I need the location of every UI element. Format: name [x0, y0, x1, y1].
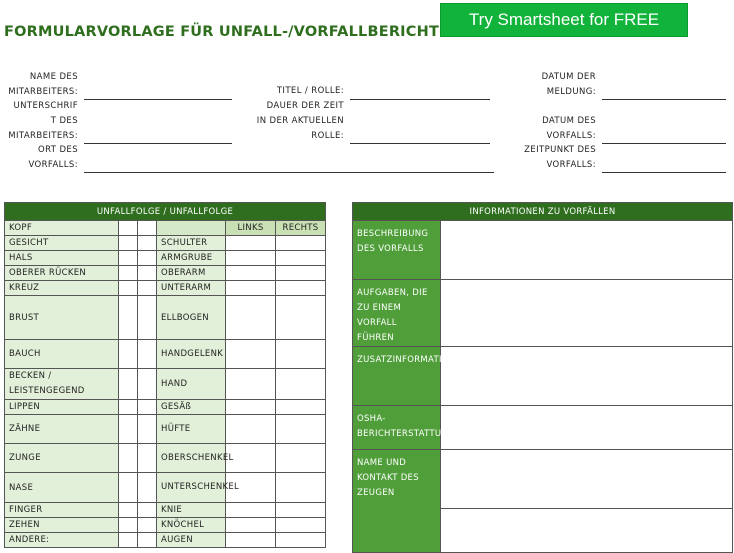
links-cell[interactable]: [226, 518, 276, 533]
rechts-cell[interactable]: [276, 369, 326, 400]
injury-label: HALS: [5, 251, 119, 266]
info-input-osha[interactable]: [441, 406, 733, 450]
col-rechts-header: RECHTS: [276, 221, 326, 236]
title-role-field[interactable]: [350, 99, 490, 100]
injury-check-cell[interactable]: [138, 281, 157, 296]
employee-name-field[interactable]: [84, 99, 232, 100]
injury-label: ELLBOGEN: [157, 296, 226, 340]
rechts-cell[interactable]: [276, 473, 326, 503]
injury-check-cell[interactable]: [119, 236, 138, 251]
links-cell[interactable]: [226, 340, 276, 369]
injury-check-cell[interactable]: [138, 251, 157, 266]
injury-label: ZUNGE: [5, 444, 119, 473]
employee-name-label: NAME DES MITARBEITERS:: [8, 72, 78, 97]
injury-check-cell[interactable]: [138, 518, 157, 533]
injury-label: FINGER: [5, 503, 119, 518]
injury-label: ZÄHNE: [5, 415, 119, 444]
rechts-cell[interactable]: [276, 281, 326, 296]
rechts-cell[interactable]: [276, 518, 326, 533]
injury-label: OBERSCHENKEL: [157, 444, 226, 473]
incident-date-field[interactable]: [602, 143, 726, 144]
incident-info-table: [352, 202, 733, 553]
injury-check-cell[interactable]: [138, 415, 157, 444]
page-title: FORMULARVORLAGE FÜR UNFALL-/VORFALLBERICHT: [4, 24, 440, 40]
rechts-cell[interactable]: [276, 503, 326, 518]
injury-check-cell[interactable]: [119, 296, 138, 340]
injury-check-cell[interactable]: [138, 266, 157, 281]
col-links-header: LINKS: [226, 221, 276, 236]
links-cell[interactable]: [226, 296, 276, 340]
injury-label: HAND: [157, 369, 226, 400]
incident-date-label: DATUM DES VORFALLS:: [542, 116, 596, 141]
injury-check-cell[interactable]: [138, 340, 157, 369]
links-cell[interactable]: [226, 415, 276, 444]
injury-check-cell[interactable]: [119, 266, 138, 281]
injury-label: OBERER RÜCKEN: [5, 266, 119, 281]
injury-check-cell[interactable]: [119, 473, 138, 503]
injury-label: KOPF: [5, 221, 119, 236]
injury-label: UNTERARM: [157, 281, 226, 296]
injury-check-cell[interactable]: [138, 221, 157, 236]
info-input-tasks[interactable]: [441, 280, 733, 347]
injury-check-cell[interactable]: [119, 444, 138, 473]
injury-check-cell[interactable]: [138, 296, 157, 340]
info-label-additional: ZUSATZINFORMATION: [353, 347, 441, 406]
injury-table: [4, 202, 326, 548]
injury-check-cell[interactable]: [138, 369, 157, 400]
rechts-cell[interactable]: [276, 296, 326, 340]
injury-check-cell[interactable]: [119, 369, 138, 400]
injury-label: ARMGRUBE: [157, 251, 226, 266]
injury-label: HÜFTE: [157, 415, 226, 444]
injury-label: NASE: [5, 473, 119, 503]
injury-label: LIPPEN: [5, 400, 119, 415]
links-cell[interactable]: [226, 266, 276, 281]
injury-label: GESÄß: [157, 400, 226, 415]
report-date-field[interactable]: [602, 99, 726, 100]
links-cell[interactable]: [226, 236, 276, 251]
rechts-cell[interactable]: [276, 415, 326, 444]
links-cell[interactable]: [226, 281, 276, 296]
injury-check-cell[interactable]: [138, 473, 157, 503]
injury-label: KNIE: [157, 503, 226, 518]
injury-label: HANDGELENK: [157, 340, 226, 369]
info-input-description[interactable]: [441, 221, 733, 280]
injury-check-cell[interactable]: [119, 533, 138, 548]
injury-check-cell[interactable]: [119, 221, 138, 236]
employee-signature-label: UNTERSCHRIF T DES MITARBEITERS:: [8, 101, 78, 141]
incident-info-header: INFORMATIONEN ZU VORFÄLLEN: [353, 203, 733, 221]
injury-check-cell[interactable]: [138, 444, 157, 473]
injury-check-cell[interactable]: [119, 251, 138, 266]
rechts-cell[interactable]: [276, 340, 326, 369]
injury-label: GESICHT: [5, 236, 119, 251]
incident-time-field[interactable]: [602, 172, 726, 173]
injury-label: BECKEN / LEISTENGEGEND: [5, 369, 119, 400]
injury-check-cell[interactable]: [138, 503, 157, 518]
injury-check-cell[interactable]: [119, 340, 138, 369]
info-label-witness: NAME UND KONTAKT DES ZEUGEN: [353, 450, 441, 553]
injury-check-cell[interactable]: [138, 533, 157, 548]
links-cell[interactable]: [226, 251, 276, 266]
rechts-cell[interactable]: [276, 266, 326, 281]
info-label-description: BESCHREIBUNG DES VORFALLS: [353, 221, 441, 280]
injury-label: KREUZ: [5, 281, 119, 296]
links-cell[interactable]: [226, 400, 276, 415]
rechts-cell[interactable]: [276, 400, 326, 415]
info-input-witness-contact[interactable]: [441, 509, 733, 553]
injury-label: KNÖCHEL: [157, 518, 226, 533]
try-smartsheet-button[interactable]: Try Smartsheet for FREE: [440, 3, 688, 37]
injury-check-cell[interactable]: [138, 400, 157, 415]
incident-location-label: ORT DES VORFALLS:: [28, 145, 78, 170]
info-label-osha: OSHA-BERICHTERSTATTUNG: [353, 406, 441, 450]
rechts-cell[interactable]: [276, 236, 326, 251]
injury-label: ANDERE:: [5, 533, 119, 548]
injury-label: BAUCH: [5, 340, 119, 369]
links-cell[interactable]: [226, 533, 276, 548]
info-input-witness-name[interactable]: [441, 450, 733, 509]
rechts-cell[interactable]: [276, 533, 326, 548]
incident-location-field[interactable]: [84, 172, 494, 173]
injury-label: OBERARM: [157, 266, 226, 281]
employee-signature-field[interactable]: [84, 143, 232, 144]
injury-check-cell[interactable]: [119, 281, 138, 296]
injury-check-cell[interactable]: [119, 518, 138, 533]
injury-check-cell[interactable]: [119, 400, 138, 415]
rechts-cell[interactable]: [276, 444, 326, 473]
info-input-additional[interactable]: [441, 347, 733, 406]
injury-label: BRUST: [5, 296, 119, 340]
rechts-cell[interactable]: [276, 251, 326, 266]
incident-time-label: ZEITPUNKT DES VORFALLS:: [524, 145, 596, 170]
injury-check-cell[interactable]: [119, 503, 138, 518]
injury-label: SCHULTER: [157, 236, 226, 251]
info-label-tasks: AUFGABEN, DIE ZU EINEM VORFALL FÜHREN: [353, 280, 441, 347]
injury-label: ZEHEN: [5, 518, 119, 533]
injury-label: UNTERSCHENKEL: [157, 473, 226, 503]
duration-role-label: DAUER DER ZEIT IN DER AKTUELLEN ROLLE:: [256, 101, 344, 141]
injury-table-header: UNFALLFOLGE / UNFALLFOLGE: [5, 203, 326, 221]
injury-check-cell[interactable]: [119, 415, 138, 444]
injury-label: AUGEN: [157, 533, 226, 548]
title-role-label: TITEL / ROLLE:: [276, 86, 344, 96]
injury-check-cell[interactable]: [138, 236, 157, 251]
links-cell[interactable]: [226, 369, 276, 400]
links-cell[interactable]: [226, 503, 276, 518]
report-date-label: DATUM DER MELDUNG:: [541, 72, 596, 97]
duration-role-field[interactable]: [350, 143, 490, 144]
